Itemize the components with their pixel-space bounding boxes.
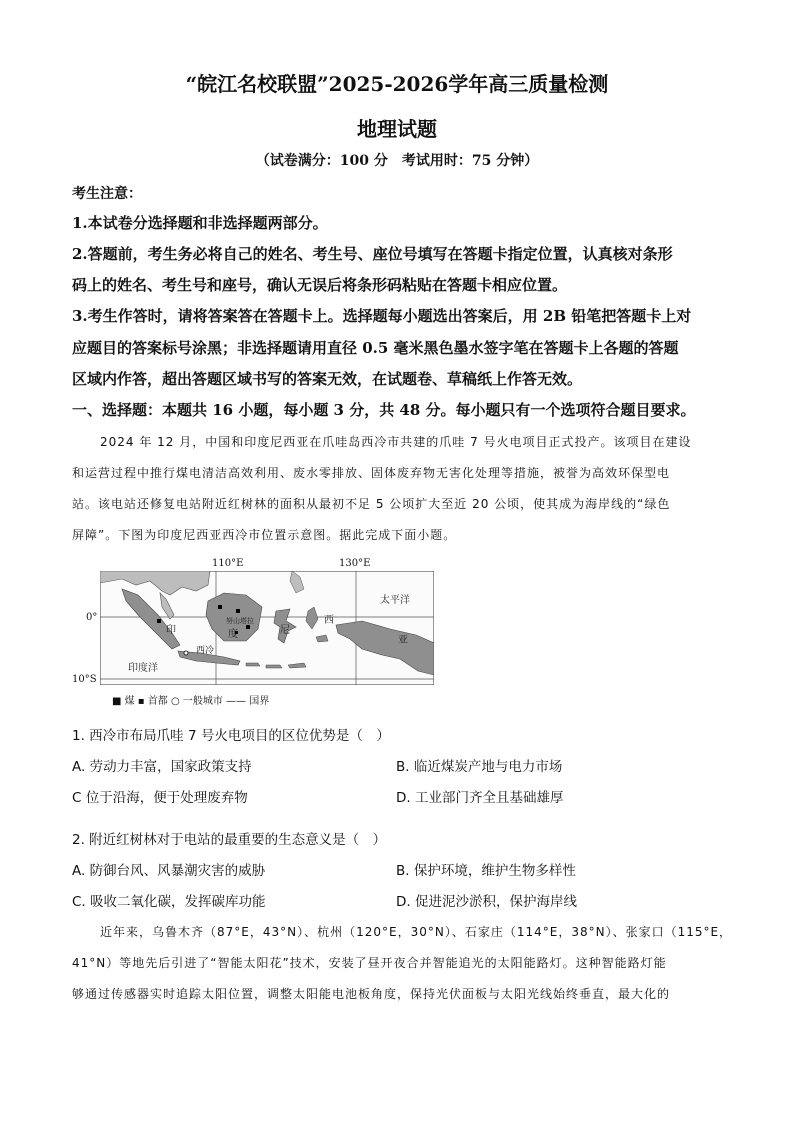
country-char-ya: 亚 xyxy=(398,635,408,646)
lon-label-130: 130°E xyxy=(339,558,371,569)
notice-line: 应题目的答案标号涂黑；非选择题请用直径 0.5 毫米黑色墨水签字笔在答题卡上各题的答题 xyxy=(72,339,679,357)
passage-line: 和运营过程中推行煤电清洁高效利用、废水零排放、固体废弃物无害化处理等措施，被誉为高效环保型电 xyxy=(72,466,671,480)
notice-heading: 考生注意： xyxy=(72,186,142,202)
q2-option-a: A. 防御台风、风暴潮灾害的威胁 xyxy=(72,863,266,879)
lat-label-0: 0° xyxy=(86,612,98,623)
notice-line: 1.本试卷分选择题和非选择题两部分。 xyxy=(72,214,328,232)
q2-option-d: D. 促进泥沙淤积，保护海岸线 xyxy=(396,894,577,910)
notice-line: 区域内作答，超出答题区域书写的答案无效，在试题卷、草稿纸上作答无效。 xyxy=(72,370,583,388)
exam-subtitle: 地理试题 xyxy=(357,117,437,141)
passage2-line: 41°N）等地先后引进了“智能太阳花”技术，安装了昼开夜合并智能追光的太阳能路灯。这种智能路灯能 xyxy=(72,956,667,970)
passage2-line: 近年来，乌鲁木齐（87°E，43°N）、杭州（120°E，30°N）、石家庄（114°E，38°N）、张家口（115°E， xyxy=(100,925,733,939)
country-char-xi: 西 xyxy=(324,615,334,626)
xileng-label: 西冷 xyxy=(196,646,215,656)
xileng-city-marker xyxy=(184,651,188,655)
passage-line: 屏障”。下图为印度尼西亚西冷市位置示意图。据此完成下面小题。 xyxy=(72,528,457,542)
coal-marker xyxy=(246,625,250,629)
passage-line: 2024 年 12 月，中国和印度尼西亚在爪哇岛西冷市共建的爪哇 7 号火电项目正式投产。该项目在建设 xyxy=(100,435,692,449)
lon-label-110: 110°E xyxy=(212,558,244,569)
q1-option-a: A. 劳动力丰富，国家政策支持 xyxy=(72,759,252,775)
country-char-du: 度 xyxy=(228,629,238,640)
q1-option-c: C 位于沿海，便于处理废弃物 xyxy=(72,790,248,806)
coal-marker xyxy=(218,605,222,609)
exam-info: （试卷满分：100 分 考试用时：75 分钟） xyxy=(255,153,539,169)
map-legend: ■ 煤 ▪ 首都 ○ 一般城市 —— 国界 xyxy=(112,696,270,707)
pacific-ocean-label: 太平洋 xyxy=(380,595,410,606)
indian-ocean-label: 印度洋 xyxy=(128,663,158,674)
lat-label-10s: 10°S xyxy=(72,674,97,685)
country-char-yin: 印 xyxy=(166,625,176,636)
indonesia-location-map xyxy=(100,571,434,685)
coal-marker xyxy=(236,609,240,613)
q1-option-b: B. 临近煤炭产地与电力市场 xyxy=(396,759,563,775)
country-char-ni: 尼 xyxy=(280,625,290,636)
exam-title: “皖江名校联盟”2025-2026学年高三质量检测 xyxy=(185,72,609,96)
q2-option-c: C. 吸收二氧化碳，发挥碳库功能 xyxy=(72,894,266,910)
coal-marker xyxy=(157,619,161,623)
passage-line: 站。该电站还修复电站附近红树林的面积从最初不足 5 公顷扩大至近 20 公顷，使其成为海岸线的“绿色 xyxy=(72,497,671,511)
notice-line: 3.考生作答时，请将答案答在答题卡上。选择题每小题选出答案后，用 2B 铅笔把答题卡上对 xyxy=(72,307,692,325)
q2-option-b: B. 保护环境，维护生物多样性 xyxy=(396,863,576,879)
q1-option-d: D. 工业部门齐全且基础雄厚 xyxy=(396,790,564,806)
notice-line: 码上的姓名、考生号和座号，确认无误后将条形码粘贴在答题卡相应位置。 xyxy=(72,276,568,294)
question-2-stem: 2. 附近红树林对于电站的最重要的生态意义是（ ） xyxy=(72,832,387,848)
nusantara-label: 努山塔拉 xyxy=(226,617,254,625)
passage2-line: 够通过传感器实时追踪太阳位置，调整太阳能电池板角度，保持光伏面板与太阳光线始终垂直，最大化的 xyxy=(72,987,671,1001)
notice-line: 2.答题前，考生务必将自己的姓名、考生号、座位号填写在答题卡指定位置，认真核对条形 xyxy=(72,245,673,263)
question-1-stem: 1. 西冷市布局爪哇 7 号火电项目的区位优势是（ ） xyxy=(72,728,390,744)
section-heading: 一、选择题：本题共 16 小题，每小题 3 分，共 48 分。每小题只有一个选项符合题目要求。 xyxy=(72,401,696,419)
